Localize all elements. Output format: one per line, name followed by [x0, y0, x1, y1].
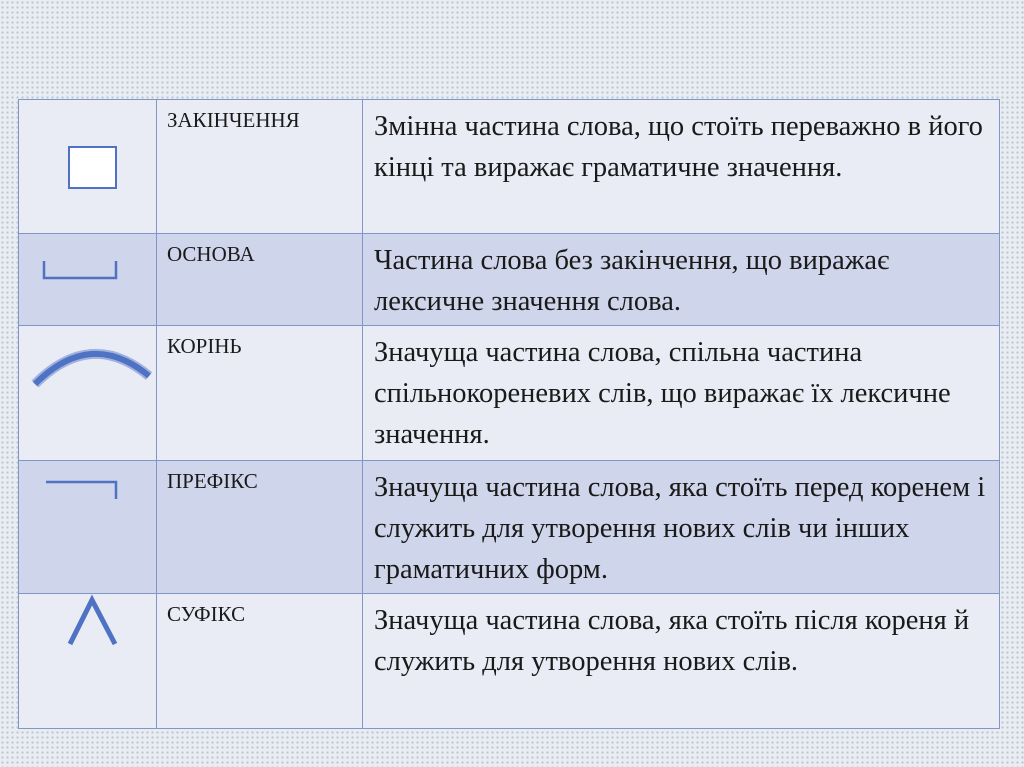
definition-cell	[363, 100, 1000, 234]
definition-text: Частина слова без закінчення, що виражає лексичне значення слова.	[374, 245, 890, 317]
definition-cell	[363, 326, 1000, 461]
prefix-hook-icon	[19, 461, 157, 594]
definition-text: Змінна частина слова, що стоїть переважно в його кінці та виражає граматичне значення.	[374, 111, 983, 183]
term-label: КОРІНЬ	[167, 334, 242, 358]
term-cell	[157, 100, 363, 234]
stem-bracket-icon	[19, 234, 157, 326]
table-row-ending	[19, 100, 1000, 234]
definition-cell	[363, 594, 1000, 729]
term-label: ПРЕФІКС	[167, 469, 258, 493]
term-label: СУФІКС	[167, 602, 246, 626]
ending-square-icon	[19, 100, 157, 234]
morpheme-table	[18, 99, 1000, 729]
definition-cell	[363, 461, 1000, 594]
definition-text: Значуща частина слова, яка стоїть перед коренем і служить для утворення нових слів чи інших граматичних форм.	[374, 472, 986, 585]
table-row-root	[19, 326, 1000, 461]
icon-cell	[19, 461, 157, 594]
term-label: ОСНОВА	[167, 242, 255, 266]
definition-text: Значуща частина слова, спільна частина спільнокореневих слів, що виражає їх лексичне значення.	[374, 337, 951, 450]
term-label: ЗАКІНЧЕННЯ	[167, 108, 300, 132]
term-cell	[157, 234, 363, 326]
definition-text: Значуща частина слова, яка стоїть після кореня й служить для утворення нових слів.	[374, 605, 970, 677]
term-cell	[157, 461, 363, 594]
table-row-stem	[19, 234, 1000, 326]
icon-cell	[19, 234, 157, 326]
definition-cell	[363, 234, 1000, 326]
icon-cell	[19, 326, 157, 461]
term-cell	[157, 594, 363, 729]
term-cell	[157, 326, 363, 461]
suffix-caret-icon	[19, 594, 157, 729]
root-arc-icon	[19, 326, 157, 461]
icon-cell	[19, 594, 157, 729]
table-row-suffix	[19, 594, 1000, 729]
table-row-prefix	[19, 461, 1000, 594]
icon-cell	[19, 100, 157, 234]
